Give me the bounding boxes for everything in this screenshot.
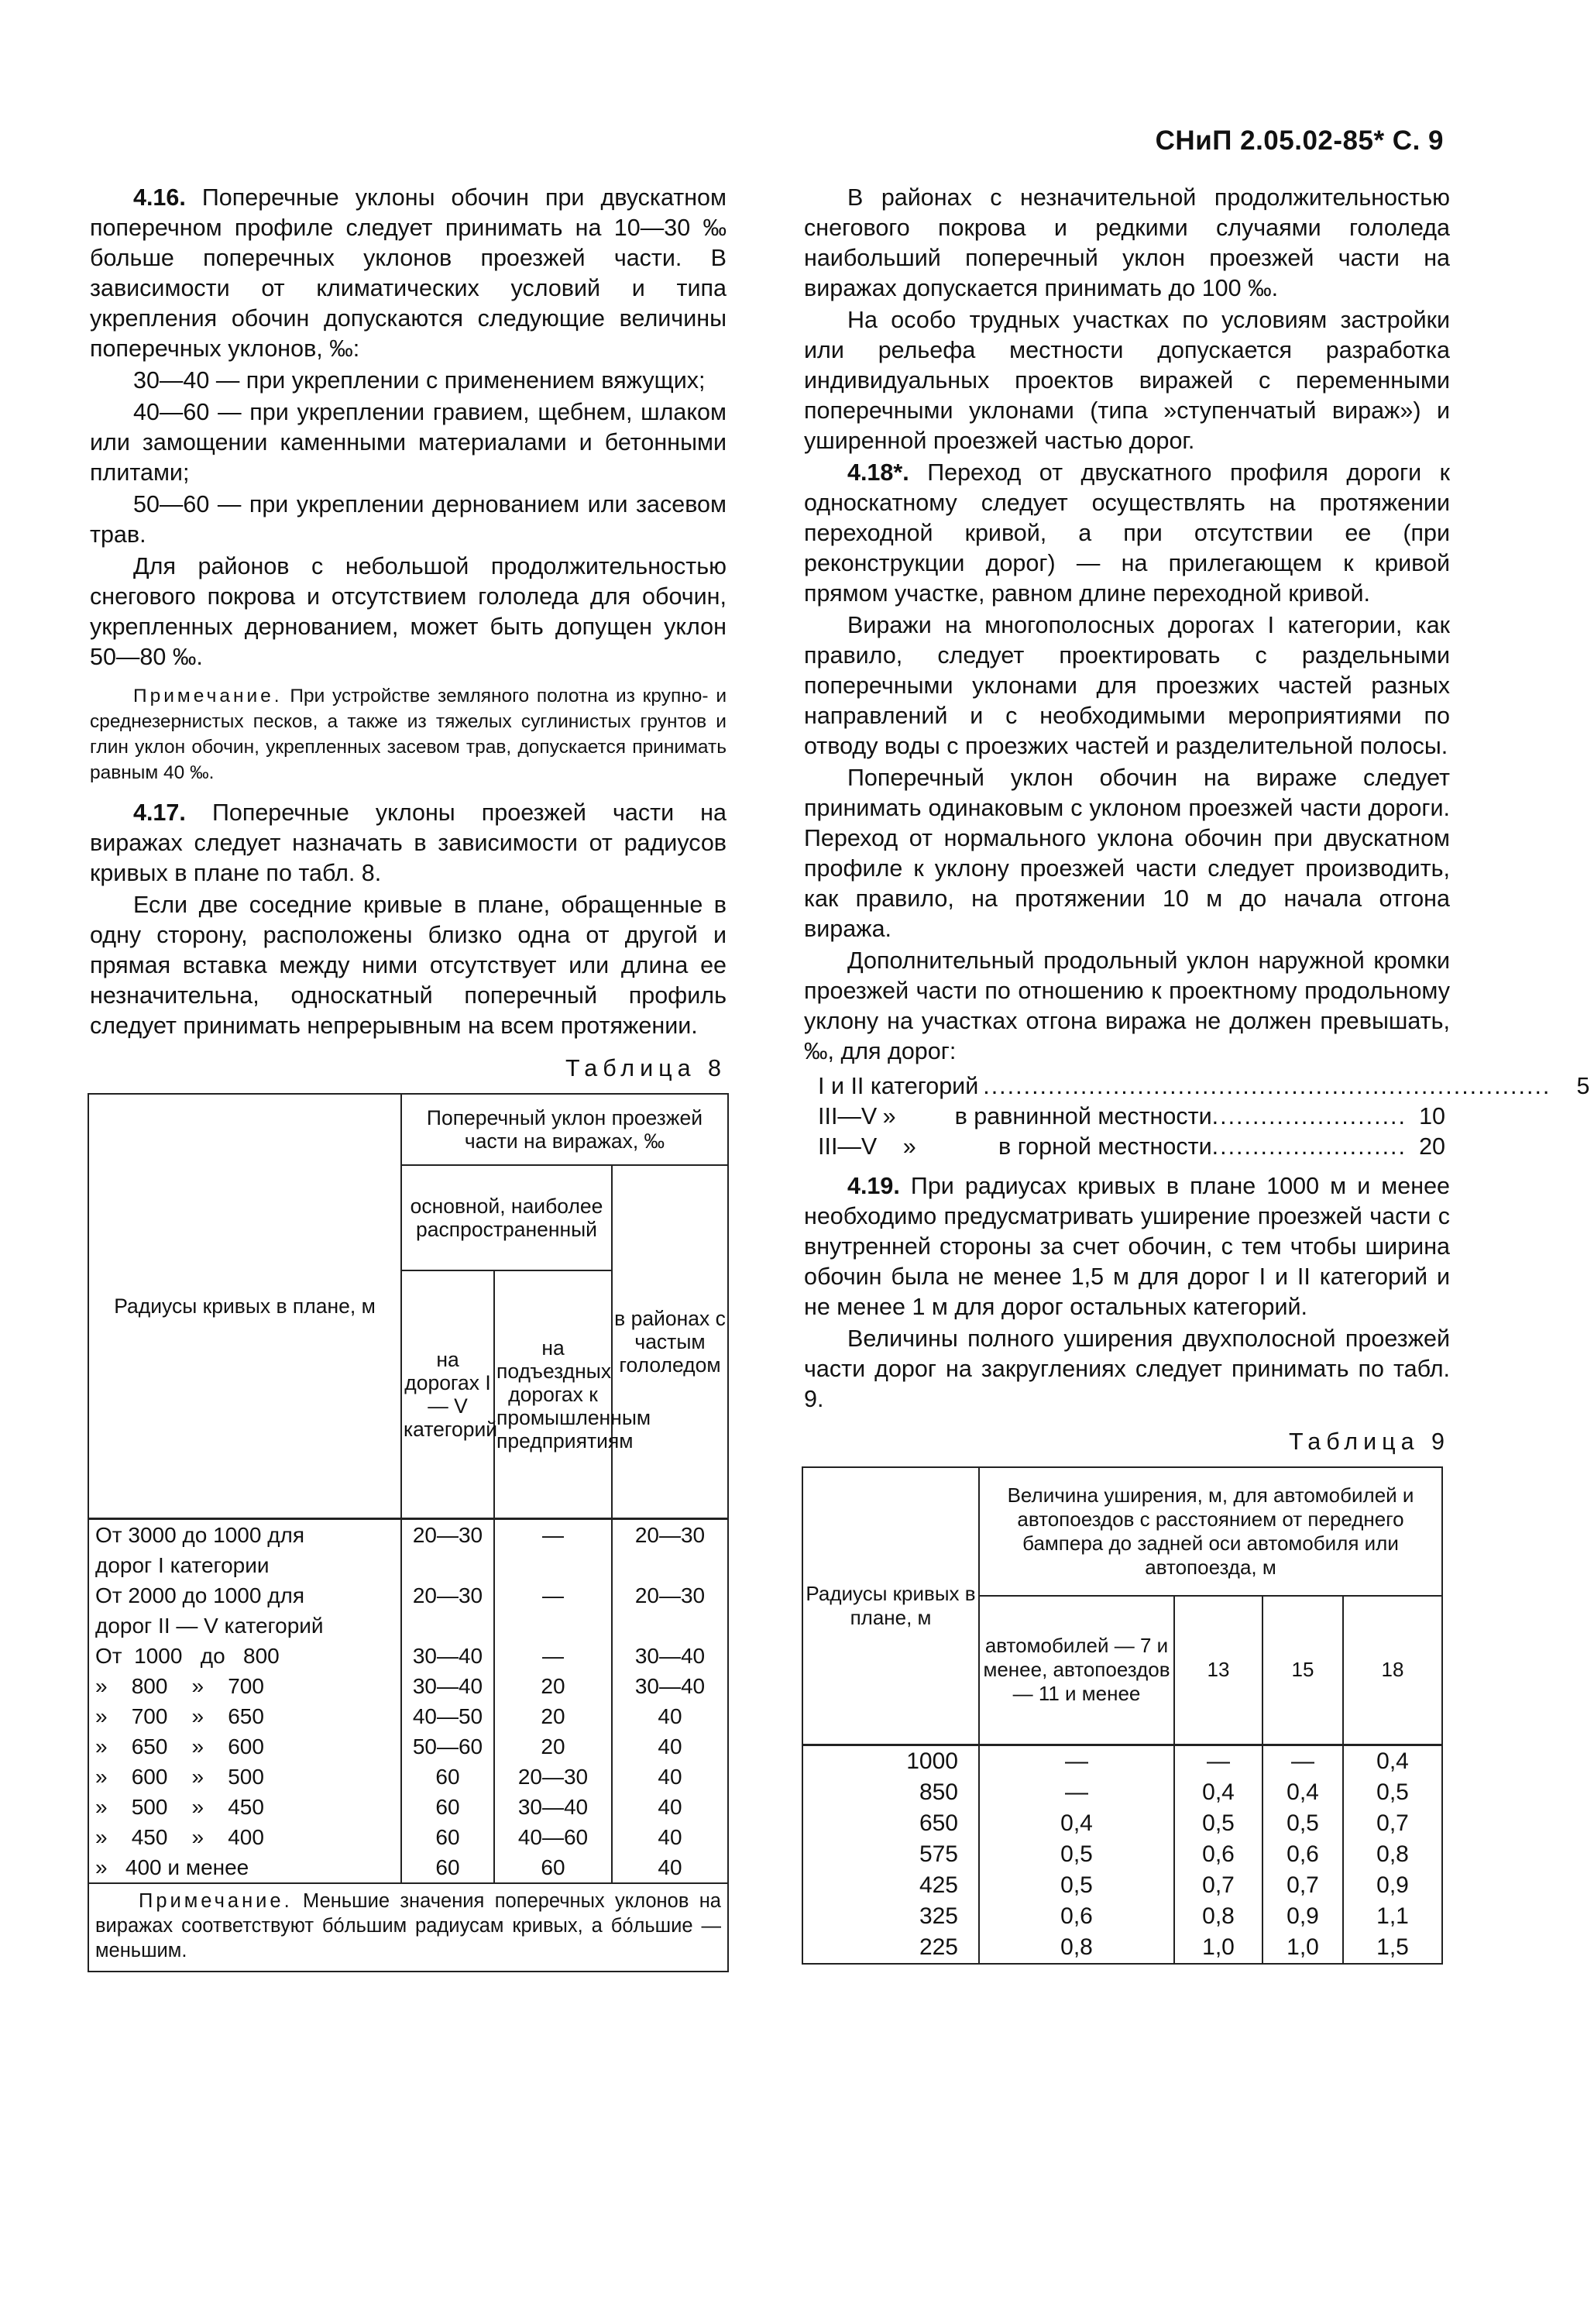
table-cell: 40—60 [517,1824,589,1849]
table-cell: 30—40 [412,1643,483,1668]
table-cell: 30—40 [517,1794,589,1819]
radius-column [88,1518,401,1883]
table-cell: 20 [541,1703,565,1728]
table-cell: 60 [435,1764,460,1789]
note-text: Меньшие значения поперечных уклонов на виражах соответствуют бо́льшим радиусам кривых, а бо́льшие — меньшим. [95,1889,721,1961]
table-cell: — [542,1643,564,1668]
table-cell: 40 [658,1824,682,1849]
table-cell: » 600 » 500 [95,1764,264,1789]
list-item-label: I и II категорий [818,1073,979,1099]
clause-number: 4.17. [133,799,186,826]
table-cell: 0,6 [1287,1841,1319,1867]
clause-text: При радиусах кривых в плане 1000 м и менее необходимо предусматривать уширение проезжей части с внутренней стороны за счет обочин, с тем чтобы ширина обочин была не менее 1,5 м для дорог I и II категорий и не менее 1 м для дорог остальных категорий. [804,1173,1450,1320]
paragraph: Если две соседние кривые в плане, обращенные в одну сторону, расположены близко одна от другой и прямая вставка между ними отсутствует или длина ее незначительна, односкатный поперечный профиль следует принимать непрерывным на всем протяжении. [90,892,727,1039]
header-18: 18 [1343,1596,1442,1745]
clause-number: 4.16. [133,184,186,211]
table-cell: 0,8 [1060,1934,1093,1960]
table-9-caption: Таблица 9 [1288,1428,1450,1455]
table-cell: 0,6 [1060,1903,1093,1929]
table-8-caption: Таблица 8 [565,1055,727,1081]
col-18 [1343,1745,1442,1964]
table-cell: 650 [919,1810,958,1836]
table-cell: 575 [919,1841,958,1867]
table-9 [802,1466,1443,1965]
note [90,683,727,786]
table-cell: » 500 » 450 [95,1794,264,1819]
list-item-ditto: » [902,1133,916,1160]
table-cell: дорог II — V категорий [95,1613,324,1638]
table-cell: 20—30 [412,1522,483,1547]
table-cell: дорог I категории [95,1552,270,1577]
table-cell: 0,8 [1376,1841,1409,1867]
table-cell: 0,9 [1287,1903,1319,1929]
paragraph: Дополнительный продольный уклон наружной кромки проезжей части по отношению к проектному продольному уклону на участках отгона виража не должен превышать, ‰, для дорог: [804,947,1450,1064]
paragraph-4-19 [804,1171,1450,1322]
table-cell: 0,4 [1202,1779,1235,1805]
list-item: 50—60 — при укреплении дернованием или засевом трав. [90,491,727,548]
cars-column [979,1745,1174,1964]
header-radius: Радиусы кривых в плане, м [802,1467,979,1745]
right-column [804,183,1590,1965]
table-cell: 60 [541,1855,565,1879]
table-cell: — [542,1583,564,1607]
table-cell: 0,7 [1376,1810,1409,1836]
paragraph: В районах с незначительной продолжительностью снегового покрова и редкими случаями гололеда наибольший поперечный уклон проезжей части на виражах допускается принимать до 100 ‰. [804,184,1450,301]
header-main: основной, наиболее распространенный [401,1165,612,1270]
table-cell: — [1291,1748,1314,1774]
paragraph: Величины полного уширения двухполосной проезжей части дорог на закруглениях следует принимать по табл. 9. [804,1325,1450,1412]
table-8 [88,1093,729,1972]
table-cell: От 3000 до 1000 для [95,1522,305,1547]
table-cell: 1000 [906,1748,958,1774]
table-cell: 30—40 [634,1673,706,1698]
list-item: 30—40 — при укреплении с применением вяжущих; [133,367,706,394]
table-cell: 0,4 [1060,1810,1093,1836]
table-cell: 850 [919,1779,958,1805]
table-cell: 60 [435,1855,460,1879]
table-cell: » 650 » 600 [95,1734,264,1758]
header-radius: Радиусы кривых в плане, м [88,1094,401,1518]
table-cell: 20—30 [634,1522,706,1547]
col-13 [1174,1745,1262,1964]
table-cell: 0,7 [1287,1872,1319,1898]
table-cell: — [1065,1748,1088,1774]
header-access: на подъездных дорогах к промышленным предприятиям [494,1270,612,1518]
table-cell: » 800 » 700 [95,1673,264,1698]
table-cell: 0,4 [1376,1748,1409,1774]
table-cell: 1,1 [1376,1903,1409,1929]
table-cell: 0,5 [1060,1841,1093,1867]
table-cell: 40 [658,1703,682,1728]
slope-list [804,1071,1590,1162]
table-cell: 40 [658,1855,682,1879]
paragraph-4-17 [90,798,727,889]
ice-column [612,1518,728,1883]
header-15: 15 [1262,1596,1343,1745]
table-cell: 20 [541,1734,565,1758]
main-column [401,1518,494,1883]
table-body [88,1518,728,1883]
table-cell: 40 [658,1794,682,1819]
table-cell: 0,4 [1287,1779,1319,1805]
list-item-label: III—V [818,1133,878,1160]
table-cell: 60 [435,1824,460,1849]
table-cell: 30—40 [412,1673,483,1698]
list-item: I и II категорий ...................................................................... 5 [804,1071,1450,1102]
table-cell: 0,5 [1376,1779,1409,1805]
list-item: III—V » в горной местности ........................ 20 [804,1132,1450,1162]
left-column [90,183,727,1972]
table-cell: 325 [919,1903,958,1929]
table-cell: 0,7 [1202,1872,1235,1898]
page-header: СНиП 2.05.02-85* С. 9 [1155,125,1444,156]
radius-column [802,1745,979,1964]
table-cell: » 700 » 650 [95,1703,264,1728]
table-cell: 50—60 [412,1734,483,1758]
list-item-value: 5 [1576,1073,1590,1099]
table-cell: 60 [435,1794,460,1819]
table-cell: » 450 » 400 [95,1824,264,1849]
list-item-ditto: » [882,1103,896,1129]
header-roads: на дорогах I — V категорий [401,1270,494,1518]
table-cell: 425 [919,1872,958,1898]
note-label: Примечание. [139,1889,293,1912]
table-cell: 20—30 [517,1764,589,1789]
paragraph: На особо трудных участках по условиям застройки или рельефа местности допускается разработка индивидуальных проектов виражей с переменными поперечными уклонами (типа »ступенчатый вираж») и уширенной проезжей частью дорог. [804,307,1450,454]
list-item-value: 10 [1419,1103,1445,1129]
clause-text: Поперечные уклоны обочин при двускатном поперечном профиле следует принимать на 10—30 ‰ больше поперечных уклонов проезжей части. В зависимости от климатических условий и типа укрепления обочин допускаются следующие величины поперечных уклонов, ‰: [90,184,727,362]
table-cell: 40 [658,1734,682,1758]
clause-number: 4.18*. [847,459,909,486]
list-item-terrain: в горной местности [998,1133,1212,1160]
table-cell: 20—30 [634,1583,706,1607]
table-cell: 1,5 [1376,1934,1409,1960]
header-width: Величина уширения, м, для автомобилей и автопоездов с расстоянием от переднего бампера до задней оси автомобиля или автопоезда, м [979,1467,1442,1596]
paragraph: Виражи на многополосных дорогах I категории, как правило, следует проектировать с раздельными поперечными уклонами для проезжих частей разных направлений и с необходимыми мероприятиями по отводу воды с проезжих частей и разделительной полосы. [804,612,1450,759]
table-cell: 40 [658,1764,682,1789]
table-cell: 20—30 [412,1583,483,1607]
access-column [494,1518,612,1883]
table-cell: 40—50 [412,1703,483,1728]
header-ice: в районах с частым гололедом [612,1165,728,1518]
clause-text: Переход от двускатного профиля дороги к односкатному следует осуществлять на протяжении переходной кривой, а при отсутствии ее (при реконструкции дорог) — на прилегающем к кривой прямом участке, равном длине переходной кривой. [804,459,1450,607]
table-cell: 0,9 [1376,1872,1409,1898]
table-cell: 1,0 [1202,1934,1235,1960]
header-13: 13 [1174,1596,1262,1745]
table-cell: 0,6 [1202,1841,1235,1867]
table-cell: 20 [541,1673,565,1698]
table-cell: — [542,1522,564,1547]
list-item-terrain: в равнинной местности [954,1103,1212,1129]
note-text: При устройстве земляного полотна из крупно- и среднезернистых песков, а также из тяжелых суглинистых грунтов и глин уклон обочин, укрепленных засевом трав, допускается принимать равным 40 ‰. [90,686,727,783]
list-item-value: 20 [1419,1133,1445,1160]
table-body [802,1745,1442,1964]
table-cell: 0,5 [1287,1810,1319,1836]
paragraph: Для районов с небольшой продолжительностью снегового покрова и отсутствием гололеда для обочин, укрепленных дернованием, может быть допущен уклон 50—80 ‰. [90,553,727,670]
table-cell: 1,0 [1287,1934,1319,1960]
clause-text: Поперечные уклоны проезжей части на виражах следует назначать в зависимости от радиусов кривых в плане по табл. 8. [90,799,727,886]
paragraph-4-18 [804,458,1450,609]
list-item: III—V » в равнинной местности ........................ 10 [804,1102,1450,1132]
header-cars: автомобилей — 7 и менее, автопоездов — 11 и менее [979,1596,1174,1745]
table-cell: 30—40 [634,1643,706,1668]
note-label: Примечание. [133,686,283,706]
table-cell: От 2000 до 1000 для [95,1583,305,1607]
list-item: 40—60 — при укреплении гравием, щебнем, шлаком или замощении каменными материалами и бетонными плитами; [90,399,727,486]
list-item-label: III—V [818,1103,878,1129]
paragraph: Поперечный уклон обочин на вираже следует принимать одинаковым с уклоном проезжей части дороги. Переход от нормального уклона обочин при двускатном профиле к уклону проезжей части следует производить, как правило, на протяжении 10 м до начала отгона виража. [804,765,1450,942]
paragraph-4-16 [90,183,727,364]
table-cell: — [1065,1779,1088,1805]
table-cell: — [1207,1748,1230,1774]
table-cell: 0,5 [1202,1810,1235,1836]
clause-number: 4.19. [847,1173,900,1199]
table-8-note [88,1883,728,1972]
table-cell: 0,5 [1060,1872,1093,1898]
table-cell: » 400 и менее [95,1855,249,1879]
header-slope: Поперечный уклон проезжей части на виражах, ‰ [401,1094,728,1165]
table-cell: От 1000 до 800 [95,1643,280,1668]
table-cell: 0,8 [1202,1903,1235,1929]
col-15 [1262,1745,1343,1964]
table-cell: 225 [919,1934,958,1960]
